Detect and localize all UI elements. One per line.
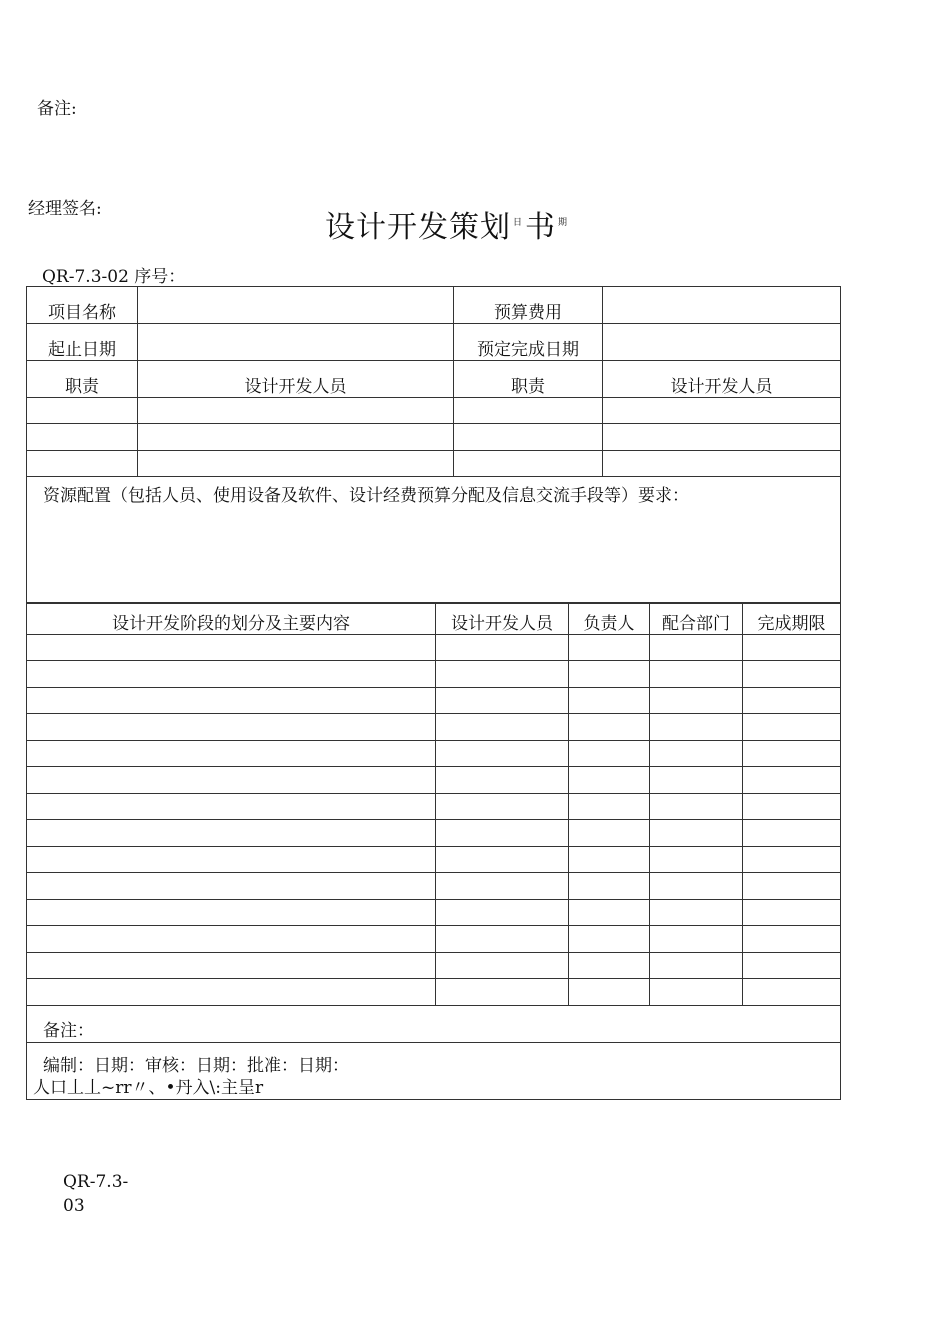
dept-cell[interactable] — [650, 953, 743, 979]
start-end-date-label: 起止日期 — [27, 324, 138, 361]
resource-config-text[interactable]: 资源配置（包括人员、使用设备及软件、设计经费预算分配及信息交流手段等）要求： — [27, 477, 841, 603]
project-name-label: 项目名称 — [27, 287, 138, 324]
top-note-label: 备注: — [37, 99, 77, 119]
table-row — [27, 741, 841, 767]
planned-completion-label: 预定完成日期 — [454, 324, 603, 361]
personnel-cell[interactable] — [436, 635, 569, 661]
duty-cell[interactable] — [27, 398, 138, 424]
responsible-cell[interactable] — [569, 794, 650, 820]
personnel-cell[interactable] — [436, 767, 569, 794]
table-row — [27, 900, 841, 926]
dept-cell[interactable] — [650, 979, 743, 1006]
footer-code-line-1: QR-7.3- — [63, 1172, 129, 1192]
table-row — [27, 926, 841, 953]
document-title — [325, 202, 570, 246]
personnel-cell[interactable] — [436, 900, 569, 926]
personnel-cell[interactable] — [436, 688, 569, 714]
sign-line: 编制：日期：审核：日期：批准：日期： — [43, 1056, 349, 1076]
table-row — [27, 287, 841, 324]
personnel-label-1: 设计开发人员 — [138, 361, 454, 398]
stage-cell[interactable] — [27, 979, 436, 1006]
responsible-cell[interactable] — [569, 847, 650, 873]
responsible-cell[interactable] — [569, 741, 650, 767]
dept-cell[interactable] — [650, 900, 743, 926]
responsible-cell[interactable] — [569, 979, 650, 1006]
stage-cell[interactable] — [27, 635, 436, 661]
personnel-cell[interactable] — [436, 820, 569, 847]
stages-table — [26, 603, 841, 1100]
planned-completion-value[interactable] — [603, 324, 841, 361]
deadline-cell[interactable] — [743, 741, 841, 767]
title-small-1: 日 — [513, 218, 524, 228]
personnel-cell[interactable] — [436, 661, 569, 688]
footer-doc-code — [63, 1170, 128, 1218]
stage-cell[interactable] — [27, 953, 436, 979]
deadline-cell[interactable] — [743, 847, 841, 873]
deadline-cell[interactable] — [743, 794, 841, 820]
deadline-cell[interactable] — [743, 661, 841, 688]
personnel-cell[interactable] — [138, 451, 454, 477]
header-deadline: 完成期限 — [743, 604, 841, 635]
project-info-table — [26, 286, 841, 603]
dept-cell[interactable] — [650, 688, 743, 714]
duty-cell[interactable] — [454, 424, 603, 451]
deadline-cell[interactable] — [743, 688, 841, 714]
dept-cell[interactable] — [650, 847, 743, 873]
manager-signature-label: 经理签名: — [28, 199, 102, 219]
note-label[interactable]: 备注： — [27, 1006, 841, 1043]
dept-cell[interactable] — [650, 741, 743, 767]
table-row — [27, 398, 841, 424]
table-row — [27, 794, 841, 820]
project-name-value[interactable] — [138, 287, 454, 324]
duty-cell[interactable] — [27, 451, 138, 477]
dept-cell[interactable] — [650, 635, 743, 661]
deadline-cell[interactable] — [743, 873, 841, 900]
table-row — [27, 688, 841, 714]
sign-cell[interactable] — [27, 1043, 841, 1100]
table-header-row — [27, 604, 841, 635]
stage-cell[interactable] — [27, 767, 436, 794]
table-row — [27, 979, 841, 1006]
responsible-cell[interactable] — [569, 820, 650, 847]
deadline-cell[interactable] — [743, 953, 841, 979]
duty-label-1: 职责 — [27, 361, 138, 398]
responsible-cell[interactable] — [569, 714, 650, 741]
personnel-cell[interactable] — [436, 979, 569, 1006]
dept-cell[interactable] — [650, 926, 743, 953]
start-end-date-value[interactable] — [138, 324, 454, 361]
header-personnel: 设计开发人员 — [436, 604, 569, 635]
stage-cell[interactable] — [27, 714, 436, 741]
doc-code-label: QR-7.3-02 序号： — [42, 267, 186, 287]
personnel-cell[interactable] — [138, 424, 454, 451]
budget-label: 预算费用 — [454, 287, 603, 324]
title-small-2: 期 — [558, 218, 569, 228]
stage-cell[interactable] — [27, 900, 436, 926]
table-row — [27, 820, 841, 847]
duty-cell[interactable] — [454, 398, 603, 424]
duty-label-2: 职责 — [454, 361, 603, 398]
responsible-cell[interactable] — [569, 767, 650, 794]
table-row — [27, 847, 841, 873]
personnel-cell[interactable] — [436, 847, 569, 873]
table-row — [27, 361, 841, 398]
stage-cell[interactable] — [27, 794, 436, 820]
table-row — [27, 1006, 841, 1043]
personnel-cell[interactable] — [436, 714, 569, 741]
personnel-cell[interactable] — [603, 451, 841, 477]
responsible-cell[interactable] — [569, 953, 650, 979]
dept-cell[interactable] — [650, 794, 743, 820]
duty-cell[interactable] — [454, 451, 603, 477]
title-main: 设计开发策划 — [325, 210, 511, 245]
deadline-cell[interactable] — [743, 767, 841, 794]
table-row — [27, 661, 841, 688]
responsible-cell[interactable] — [569, 900, 650, 926]
responsible-cell[interactable] — [569, 661, 650, 688]
personnel-cell[interactable] — [603, 398, 841, 424]
personnel-cell[interactable] — [436, 873, 569, 900]
table-row — [27, 767, 841, 794]
table-row — [27, 635, 841, 661]
title-last-char: 书 — [525, 210, 557, 245]
stage-cell[interactable] — [27, 661, 436, 688]
dept-cell[interactable] — [650, 873, 743, 900]
responsible-cell[interactable] — [569, 926, 650, 953]
deadline-cell[interactable] — [743, 979, 841, 1006]
stage-cell[interactable] — [27, 820, 436, 847]
personnel-cell[interactable] — [603, 424, 841, 451]
budget-value[interactable] — [603, 287, 841, 324]
stage-cell[interactable] — [27, 873, 436, 900]
deadline-cell[interactable] — [743, 926, 841, 953]
dept-cell[interactable] — [650, 714, 743, 741]
stage-cell[interactable] — [27, 741, 436, 767]
stage-cell[interactable] — [27, 847, 436, 873]
deadline-cell[interactable] — [743, 820, 841, 847]
responsible-cell[interactable] — [569, 635, 650, 661]
responsible-cell[interactable] — [569, 873, 650, 900]
footer-code-line-2: 03 — [63, 1196, 85, 1216]
responsible-cell[interactable] — [569, 688, 650, 714]
header-cooperating-dept: 配合部门 — [650, 604, 743, 635]
duty-cell[interactable] — [27, 424, 138, 451]
table-row — [27, 324, 841, 361]
personnel-cell[interactable] — [436, 926, 569, 953]
dept-cell[interactable] — [650, 767, 743, 794]
personnel-cell[interactable] — [436, 953, 569, 979]
stage-cell[interactable] — [27, 926, 436, 953]
table-row — [27, 714, 841, 741]
deadline-cell[interactable] — [743, 714, 841, 741]
deadline-cell[interactable] — [743, 900, 841, 926]
table-row — [27, 477, 841, 603]
header-responsible: 负责人 — [569, 604, 650, 635]
personnel-cell[interactable] — [138, 398, 454, 424]
header-stage-content: 设计开发阶段的划分及主要内容 — [27, 604, 436, 635]
table-row — [27, 424, 841, 451]
personnel-cell[interactable] — [436, 794, 569, 820]
table-row — [27, 1043, 841, 1100]
stage-cell[interactable] — [27, 688, 436, 714]
table-row — [27, 873, 841, 900]
personnel-label-2: 设计开发人员 — [603, 361, 841, 398]
table-row — [27, 953, 841, 979]
personnel-cell[interactable] — [436, 741, 569, 767]
garbled-line: 人口丄丄~rr〃、•丹入\:主呈r — [33, 1078, 264, 1098]
dept-cell[interactable] — [650, 661, 743, 688]
deadline-cell[interactable] — [743, 635, 841, 661]
dept-cell[interactable] — [650, 820, 743, 847]
table-row — [27, 451, 841, 477]
